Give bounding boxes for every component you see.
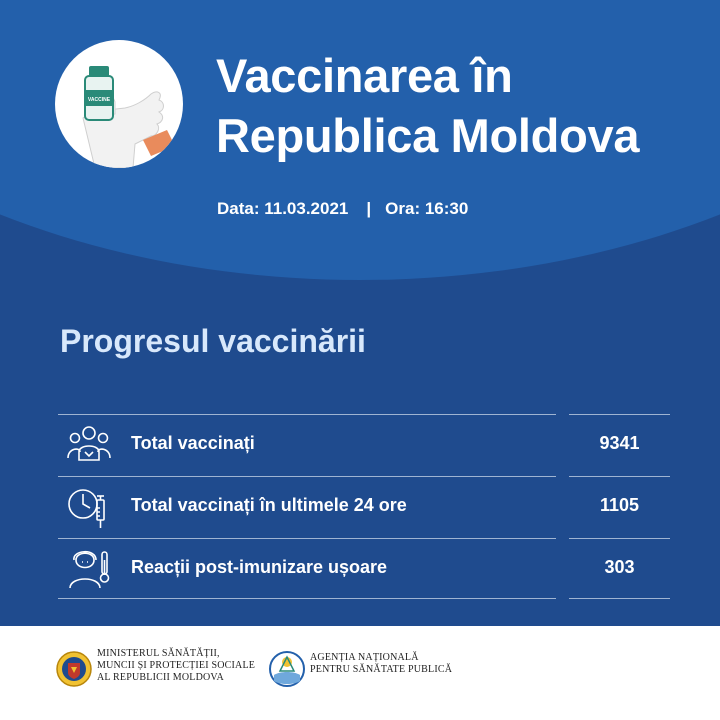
divider	[569, 476, 670, 477]
agency-line: PENTRU SĂNĂTATE PUBLICĂ	[310, 664, 453, 675]
table-row	[58, 476, 670, 536]
divider	[569, 414, 670, 415]
meta-separator: |	[366, 199, 372, 218]
vaccine-vial-hand-icon	[55, 40, 183, 168]
ministry-coat-of-arms-logo	[55, 645, 93, 693]
date-label: Data: 11.03.2021	[217, 199, 349, 218]
row-label: Reacții post-imunizare ușoare	[131, 557, 388, 577]
divider	[58, 598, 556, 599]
progress-table	[58, 414, 670, 600]
divider	[58, 538, 556, 539]
footer	[0, 626, 720, 720]
divider	[58, 414, 556, 415]
ministry-line: AL REPUBLICII MOLDOVA	[97, 672, 224, 683]
people-group-icon	[66, 422, 112, 468]
person-thermometer-icon	[66, 546, 112, 592]
row-value: 303	[604, 557, 635, 577]
title-line-2: Republica Moldova	[216, 109, 640, 162]
divider	[58, 476, 556, 477]
table-row	[58, 414, 670, 474]
row-label: Total vaccinați	[131, 433, 255, 453]
row-value: 1105	[599, 495, 640, 515]
agency-name	[310, 652, 452, 676]
row-value: 9341	[599, 433, 640, 453]
time-label: Ora: 16:30	[385, 199, 469, 218]
agency-line: AGENȚIA NAȚIONALĂ	[310, 652, 419, 663]
table-row	[58, 538, 670, 598]
clock-syringe-icon	[66, 484, 112, 530]
ministry-line: MUNCII ȘI PROTECȚIEI SOCIALE	[97, 660, 256, 671]
ministry-name	[97, 648, 255, 684]
page-title	[216, 46, 639, 166]
divider	[569, 538, 670, 539]
title-line-1: Vaccinarea în	[216, 49, 513, 102]
agency-logo	[268, 645, 306, 693]
row-label: Total vaccinați în ultimele 24 ore	[131, 495, 407, 515]
vial-label: VACCINE	[87, 97, 111, 103]
date-time-line	[217, 199, 468, 219]
ministry-line: MINISTERUL SĂNĂTĂȚII,	[97, 648, 220, 659]
divider	[569, 598, 670, 599]
section-title: Progresul vaccinării	[60, 323, 366, 359]
